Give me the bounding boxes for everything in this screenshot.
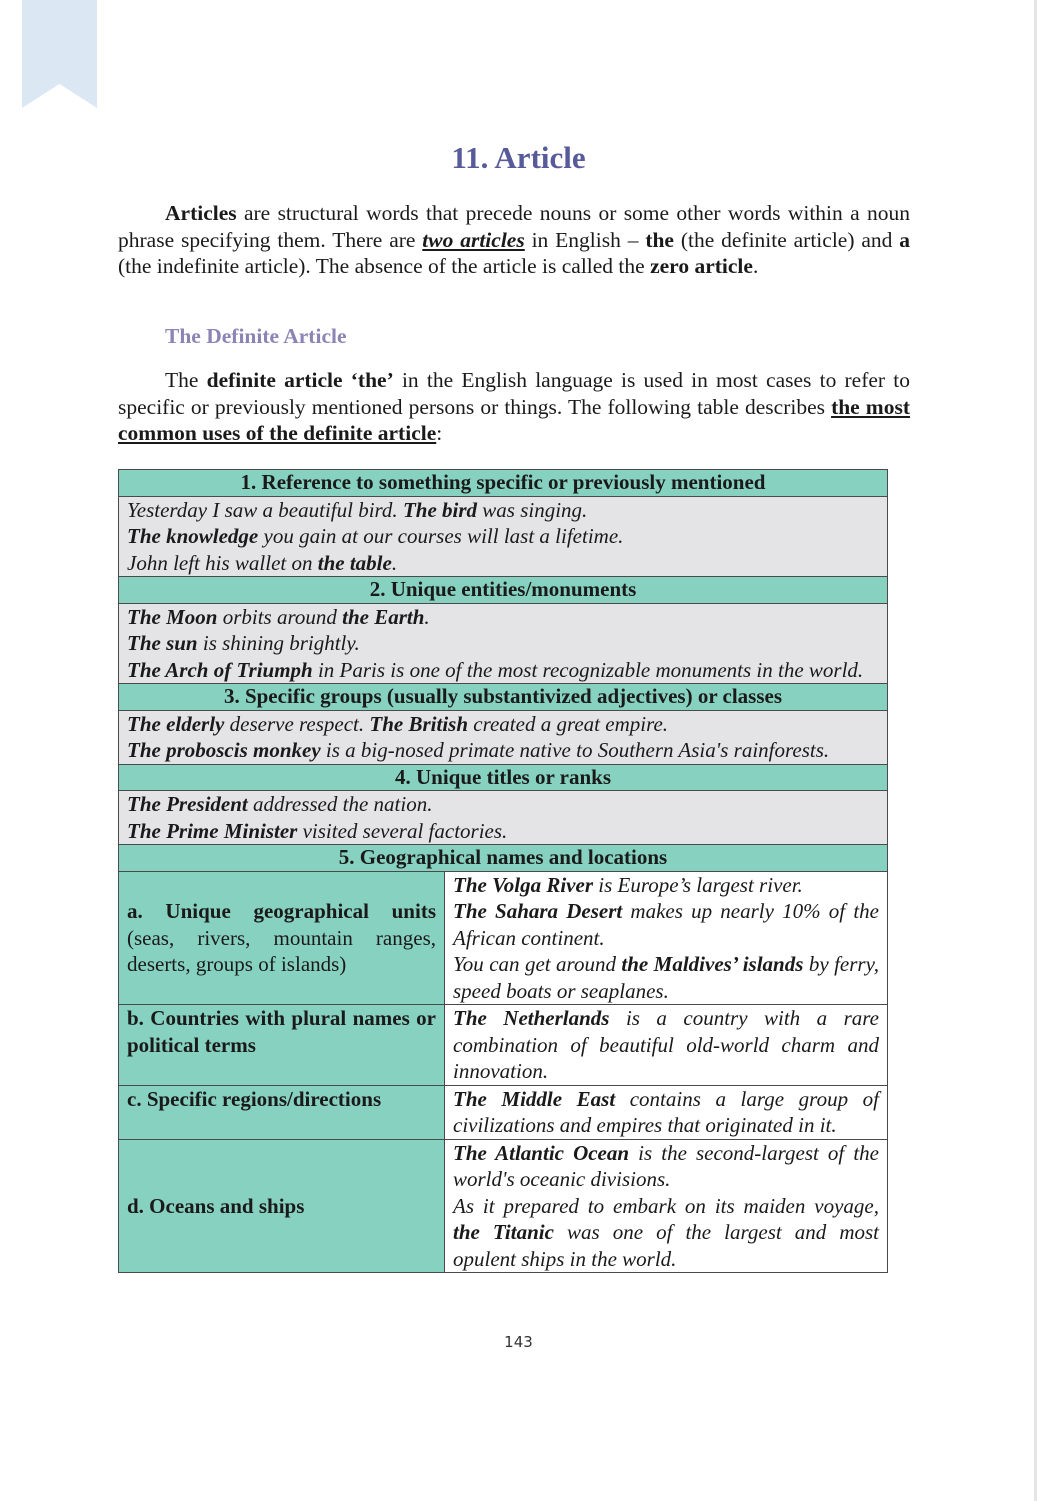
table-row	[119, 496, 888, 577]
page-title: 11. Article	[451, 140, 586, 175]
examples-cell-4	[119, 791, 888, 845]
section-header-3: 3. Specific groups (usually substantivized adjectives) or classes	[119, 684, 888, 711]
example-line: The Volga River is Europe’s largest river.	[453, 872, 803, 897]
table-row	[119, 470, 888, 497]
example-line: The Moon orbits around the Earth.	[127, 604, 430, 629]
example-line: The Arch of Triumph in Paris is one of the most recognizable monuments in the world.	[127, 657, 864, 682]
examples-cell-5d	[445, 1139, 888, 1273]
examples-cell-5a	[445, 871, 888, 1005]
example-line: The Prime Minister visited several factories.	[127, 818, 508, 843]
section-header-5: 5. Geographical names and locations	[119, 845, 888, 872]
table-row	[119, 1085, 888, 1139]
example-line: You can get around the Maldives’ islands by ferry, speed boats or seaplanes.	[453, 952, 880, 1003]
section-header-4: 4. Unique titles or ranks	[119, 764, 888, 791]
section-header-2: 2. Unique entities/monuments	[119, 577, 888, 604]
table-row	[119, 603, 888, 684]
subcategory-label-c: c. Specific regions/directions	[119, 1085, 445, 1139]
table-row	[119, 1005, 888, 1086]
intro-paragraph: Articles are structural words that precede nouns or some other words within a noun phrase specifying them. There are two articles in English – the (the definite article) and a (the indefinite article). The absence of the article is called the zero article.	[118, 201, 911, 278]
example-line: The Middle East contains a large group of civilizations and empires that originated in it.	[453, 1086, 879, 1137]
table-row	[119, 710, 888, 764]
table-row	[119, 845, 888, 872]
example-line: The President addressed the nation.	[127, 792, 433, 816]
example-line: The Atlantic Ocean is the second-largest of the world's oceanic divisions.	[453, 1140, 880, 1191]
subcategory-label-a: a. Unique geographical units (seas, rivers, mountain ranges, deserts, groups of islands)	[119, 871, 445, 1005]
definite-article-paragraph: The definite article ‘the’ in the English language is used in most cases to refer to specific or previously mentioned persons or things. The following table describes the most common uses of the definite article:	[118, 368, 910, 445]
table-row	[119, 684, 888, 711]
example-line: The elderly deserve respect. The British created a great empire.	[127, 711, 669, 736]
definite-article-uses-table	[118, 469, 888, 1273]
example-line: The Netherlands is a country with a rare combination of beautiful old-world charm and innovation.	[453, 1006, 880, 1083]
table-row	[119, 577, 888, 604]
examples-cell-3	[119, 710, 888, 764]
example-line: The sun is shining brightly.	[127, 631, 360, 655]
example-line: The knowledge you gain at our courses will last a lifetime.	[127, 524, 624, 548]
examples-cell-5b	[445, 1005, 888, 1086]
subcategory-label-d: d. Oceans and ships	[119, 1139, 445, 1273]
page-number: 143	[504, 1333, 533, 1351]
section-heading: The Definite Article	[165, 324, 347, 348]
example-line: The proboscis monkey is a big-nosed primate native to Southern Asia's rainforests.	[127, 738, 830, 762]
example-line: As it prepared to embark on its maiden voyage, the Titanic was one of the largest and most opulent ships in the world.	[453, 1193, 879, 1271]
subcategory-label-b: b. Countries with plural names or political terms	[119, 1005, 445, 1086]
table-row	[119, 1139, 888, 1273]
examples-cell-5c	[445, 1085, 888, 1139]
bookmark-ribbon-icon	[22, 0, 97, 108]
section-header-1: 1. Reference to something specific or previously mentioned	[119, 470, 888, 497]
table-row	[119, 764, 888, 791]
example-line: John left his wallet on the table.	[127, 550, 398, 575]
table-row	[119, 871, 888, 1005]
example-line: Yesterday I saw a beautiful bird. The bird was singing.	[127, 497, 588, 522]
examples-cell-2	[119, 603, 888, 684]
example-line: The Sahara Desert makes up nearly 10% of the African continent.	[453, 899, 879, 950]
table-row	[119, 791, 888, 845]
examples-cell-1	[119, 496, 888, 577]
